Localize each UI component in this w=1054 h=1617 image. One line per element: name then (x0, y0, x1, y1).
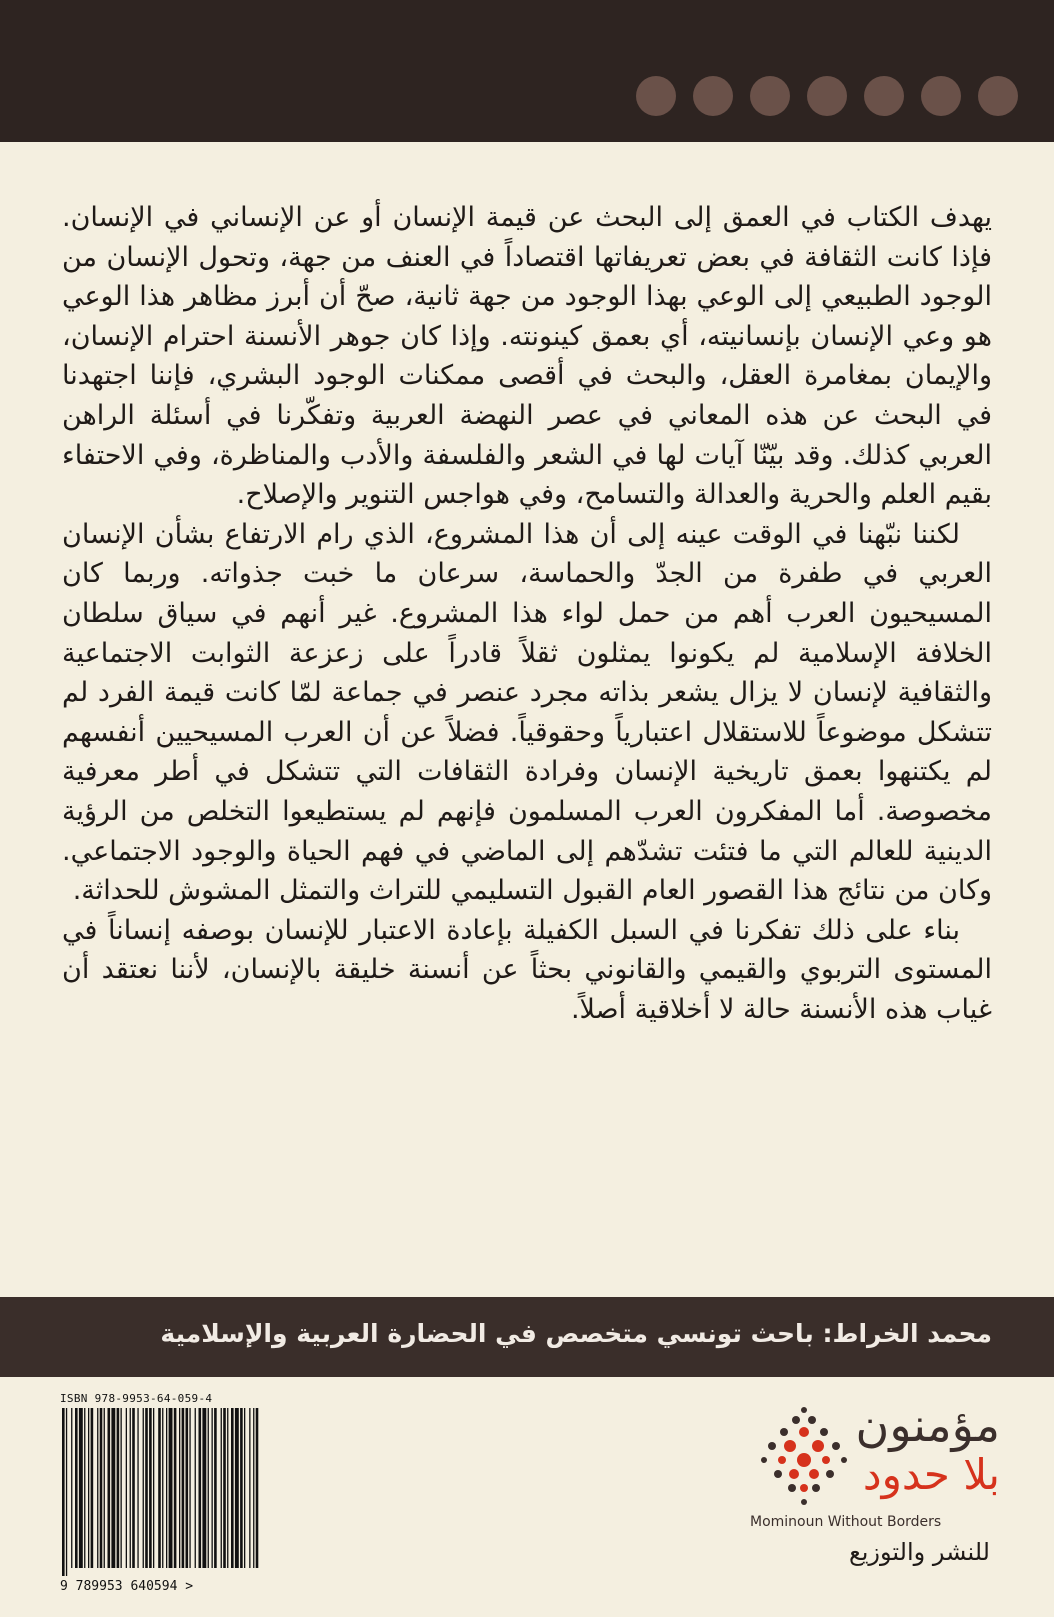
blurb-paragraph-3: بناء على ذلك تفكرنا في السبل الكفيلة بإعادة الاعتبار للإنسان بوصفه إنساناً في المستوى التربوي والقيمي والقانوني بحثاً عن أنسنة خليقة بالإنسان، لأننا نعتقد أن غياب هذه الأنسنة حالة لا أخلاقية أصلاً. (62, 914, 992, 1025)
dot-icon (807, 76, 847, 116)
publisher-distribution: للنشر والتوزيع (848, 1538, 990, 1566)
publisher-name-ar-1: مؤمنون (855, 1398, 1000, 1452)
dot-icon (921, 76, 961, 116)
dot-icon (864, 76, 904, 116)
blurb-text (62, 198, 992, 1029)
barcode-bars-icon (60, 1408, 260, 1576)
author-bio: محمد الخراط: باحث تونسي متخصص في الحضارة العربية والإسلامية (160, 1319, 992, 1348)
isbn-number: 9 789953 640594 > (60, 1579, 194, 1594)
publisher-dots-logo-icon (754, 1402, 854, 1512)
publisher-logo-block (750, 1398, 1010, 1598)
top-band (0, 0, 1054, 142)
dot-icon (978, 76, 1018, 116)
dot-icon (750, 76, 790, 116)
barcode (60, 1392, 260, 1602)
publisher-name-ar-2: بلا حدود (862, 1450, 1000, 1499)
publisher-name-en: Mominoun Without Borders (750, 1514, 942, 1530)
dot-icon (693, 76, 733, 116)
blurb-paragraph-1: يهدف الكتاب في العمق إلى البحث عن قيمة الإنسان أو عن الإنساني في الإنسان. فإذا كانت الثقافة في بعض تعريفاتها اقتصاداً في العنف من جهة، وتحول الإنسان من الوجود الطبيعي إلى الوعي بهذا الوجود من جهة ثانية، صحّ أن أبرز مظاهر هذا الوعي هو وعي الإنسان بإنسانيته، أي بعمق كينونته. وإذا كان جوهر الأنسنة احترام الإنسان، والإيمان بمغامرة العقل، والبحث في أقصى ممكنات الوجود البشري، فإننا اجتهدنا في البحث عن هذه المعاني في عصر النهضة العربية وتفكّرنا في أسئلة الراهن العربي كذلك. وقد بيّنّا آيات لها في الشعر والفلسفة والأدب والمناظرة، وفي الاحتفاء بقيم العلم والحرية والعدالة والتسامح، وفي هواجس التنوير والإصلاح. (62, 202, 992, 511)
dot-icon (636, 76, 676, 116)
blurb-paragraph-2: لكننا نبّهنا في الوقت عينه إلى أن هذا المشروع، الذي رام الارتفاع بشأن الإنسان العربي في طفرة من الجدّ والحماسة، سرعان ما خبت جذواته. وربما كان المسيحيون العرب أهم من حمل لواء هذا المشروع. غير أنهم في سياق سلطان الخلافة الإسلامية لم يكونوا يمثلون ثقلاً قادراً على زعزعة الثوابت الاجتماعية والثقافية لإنسان لا يزال يشعر بذاته مجرد عنصر في جماعة لمّا كانت قيمة الفرد لم تتشكل موضوعاً للاستقلال اعتبارياً وحقوقياً. فضلاً عن أن العرب المسيحيين أنفسهم لم يكتنهوا بعمق تاريخية الإنسان وفرادة الثقافات التي تتشكل في أطر معرفية مخصوصة. أما المفكرون العرب المسلمون فإنهم لم يستطيعوا التخلص من الرؤية الدينية للعالم التي ما فتئت تشدّهم إلى الماضي في فهم الحياة والوجود الاجتماعي. وكان من نتائج هذا القصور العام القبول التسليمي للتراث والتمثل المشوش للحداثة. (62, 518, 992, 907)
isbn-label: ISBN 978-9953-64-059-4 (60, 1392, 213, 1405)
decorative-dots (636, 76, 1018, 116)
author-band (0, 1297, 1054, 1377)
